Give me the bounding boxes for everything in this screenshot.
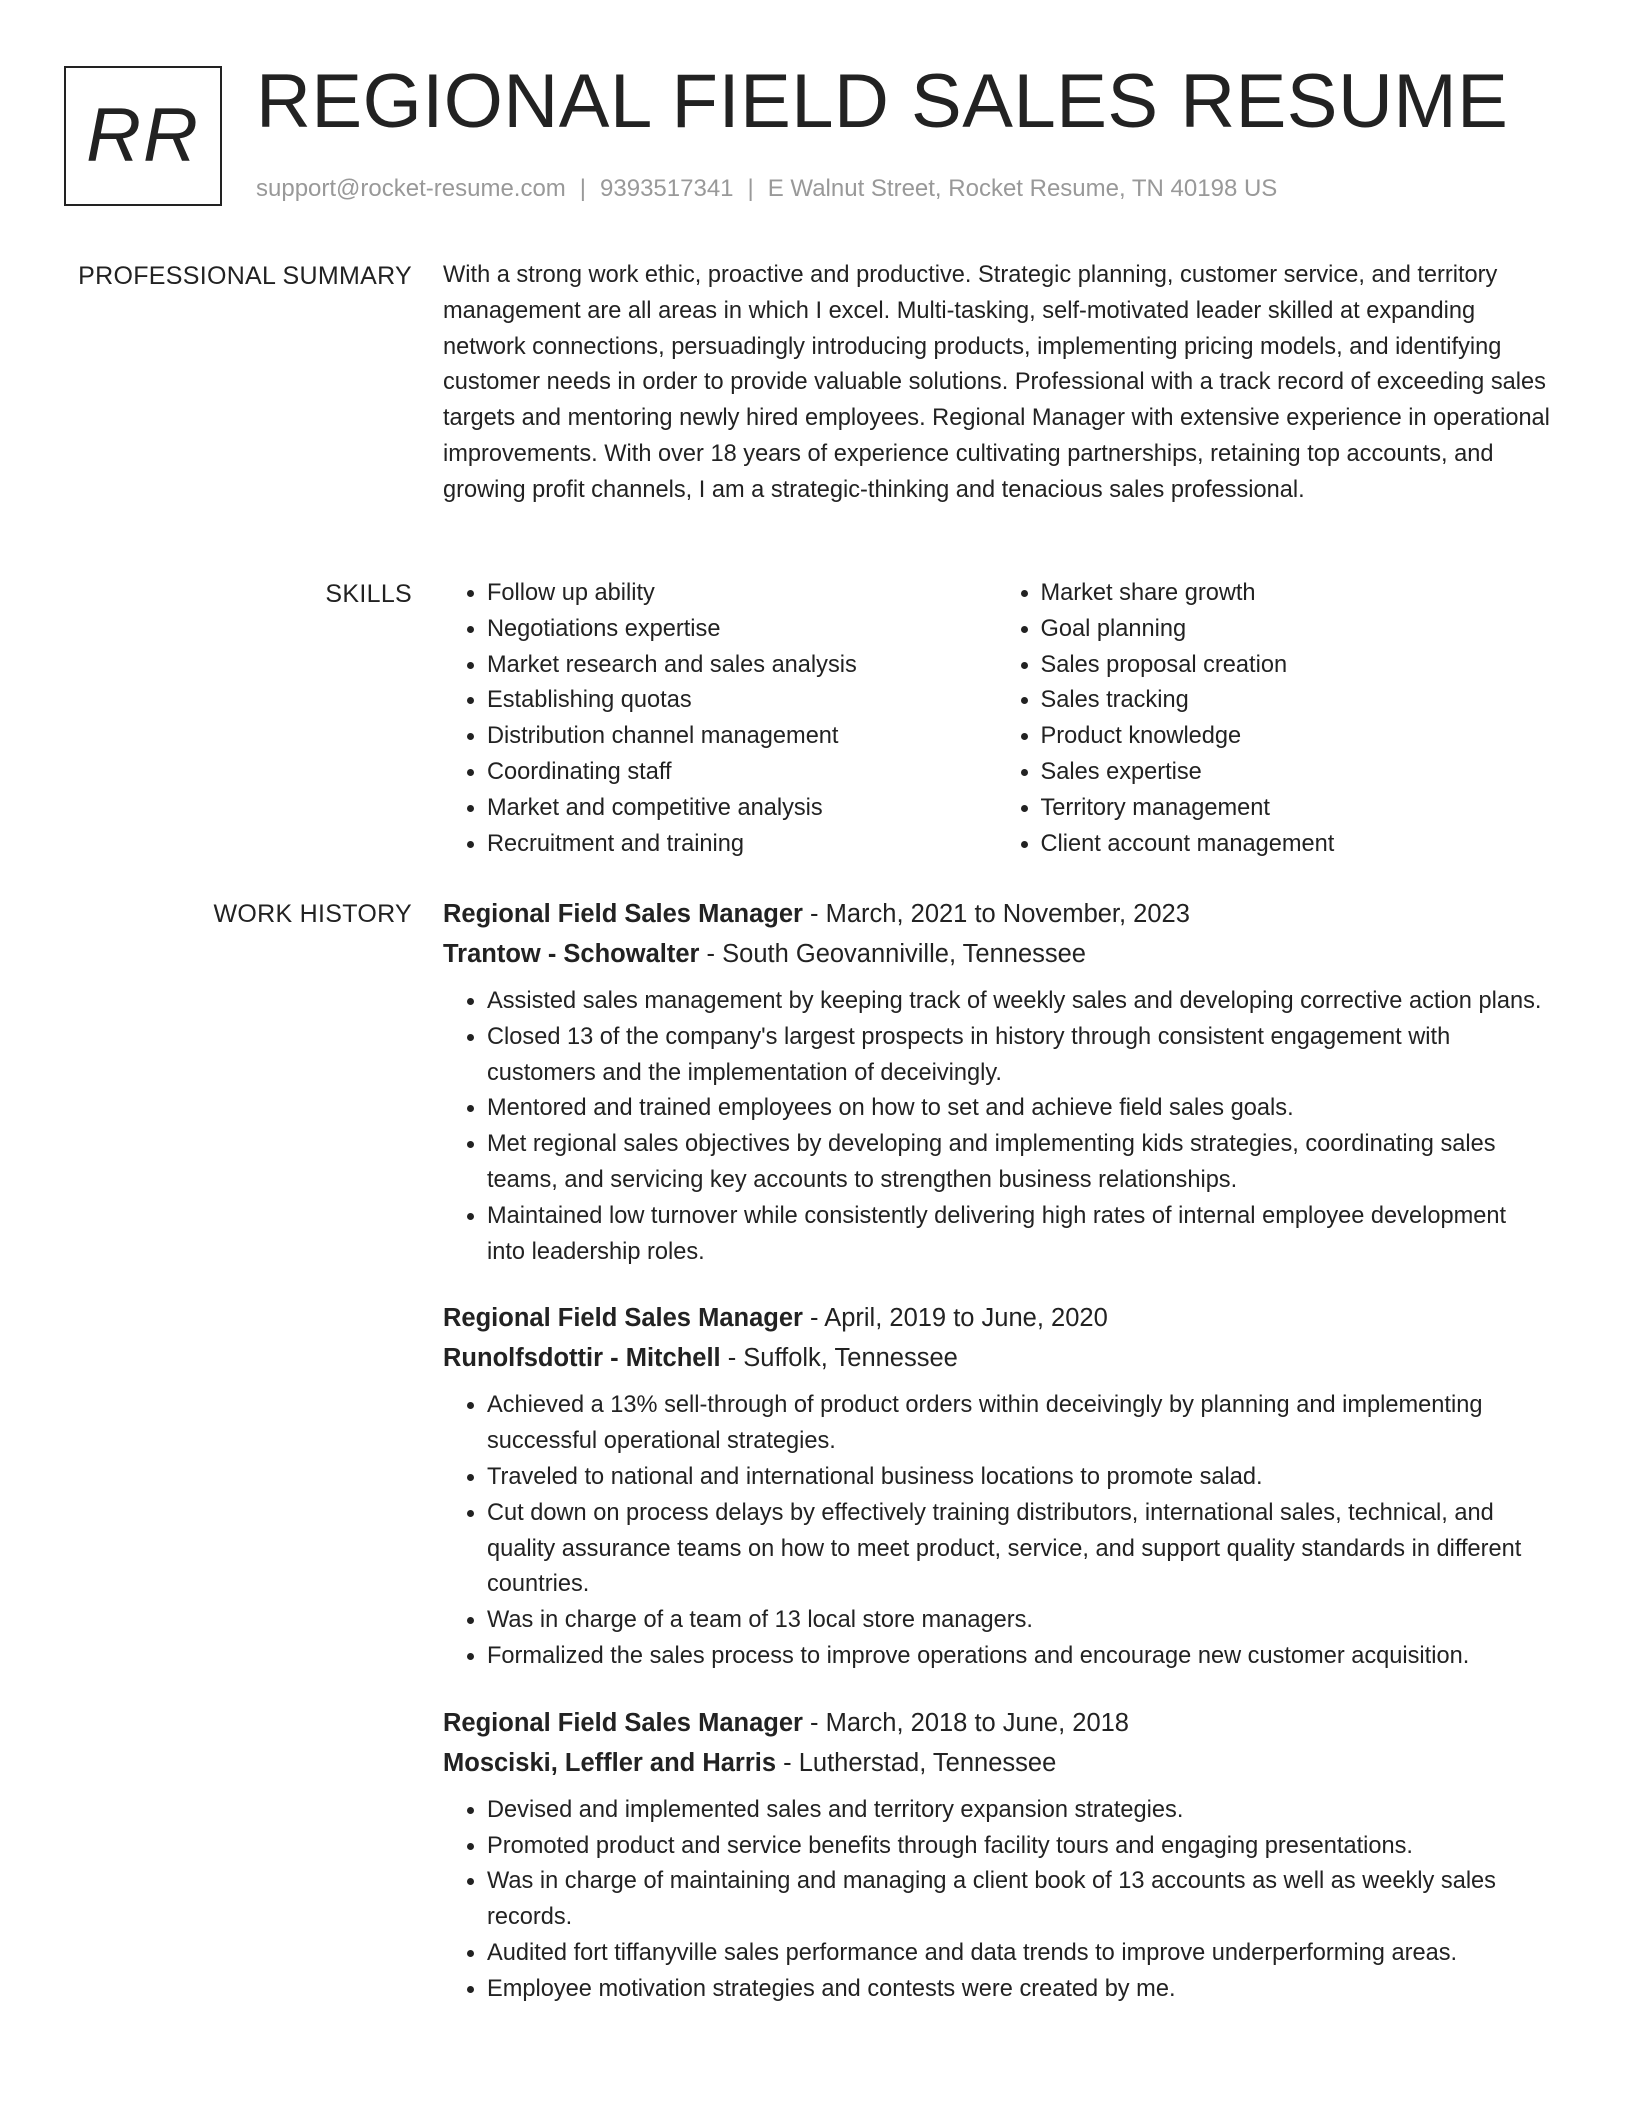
skill-item: • Distribution channel management <box>487 719 997 755</box>
skill-item: • Sales proposal creation <box>1041 648 1551 684</box>
skill-item: • Goal planning <box>1041 612 1551 648</box>
skills-body <box>443 576 1550 862</box>
skill-item: • Market and competitive analysis <box>487 791 997 827</box>
skills-columns <box>443 576 1550 862</box>
job-bullets <box>443 1388 1550 1674</box>
skill-item: • Client account management <box>1041 827 1551 863</box>
job-bullet: • Was in charge of a team of 13 local store managers. <box>487 1603 1550 1639</box>
job-bullets <box>443 1793 1550 2008</box>
skill-item: • Territory management <box>1041 791 1551 827</box>
job-bullet: • Cut down on process delays by effectively training distributors, international sales, technical, and quality assurance teams on how to meet product, service, and support quality standards in different countries. <box>487 1496 1550 1603</box>
job-title-line <box>443 894 1550 934</box>
skill-item: • Coordinating staff <box>487 755 997 791</box>
section-heading-summary: PROFESSIONAL SUMMARY <box>78 262 412 290</box>
skills-list-right <box>997 576 1551 862</box>
job-bullet: • Achieved a 13% sell-through of product orders within deceivingly by planning and implementing successful operational strategies. <box>487 1388 1550 1460</box>
job-title-line <box>443 1703 1550 1743</box>
job-bullet: • Assisted sales management by keeping track of weekly sales and developing corrective action plans. <box>487 984 1550 1020</box>
monogram-text: RR <box>86 93 200 178</box>
summary-text: With a strong work ethic, proactive and productive. Strategic planning, customer service, and territory management are all areas in which I excel. Multi-tasking, self-motivated leader skilled at expanding network connections, persuadingly introducing products, implementing pricing models, and identifying customer needs in order to provide valuable solutions. Professional with a track record of exceeding sales targets and mentoring newly hired employees. Regional Manager with extensive experience in operational improvements. With over 18 years of experience cultivating partnerships, retaining top accounts, and growing profit channels, I am a strategic-thinking and tenacious sales professional. <box>443 262 1550 503</box>
job-dates: - April, 2019 to June, 2020 <box>802 1304 1108 1333</box>
job-entry <box>443 1703 1550 2008</box>
job-location: - Lutherstad, Tennessee <box>776 1748 1057 1777</box>
job-bullet: • Audited fort tiffanyville sales performance and data trends to improve underperforming areas. <box>487 1936 1550 1972</box>
monogram-logo <box>64 66 222 206</box>
contact-separator: | <box>579 175 587 202</box>
summary-body <box>443 258 1550 509</box>
job-bullet: • Met regional sales objectives by developing and implementing kids strategies, coordinating sales teams, and servicing key accounts to strengthen business relationships. <box>487 1127 1550 1199</box>
job-title: Regional Field Sales Manager <box>443 900 803 928</box>
job-bullet: • Was in charge of maintaining and managing a client book of 13 accounts as well as weekly sales records. <box>487 1864 1550 1936</box>
section-heading-skills: SKILLS <box>325 580 412 608</box>
job-bullet: • Traveled to national and international business locations to promote salad. <box>487 1460 1550 1496</box>
skill-item: • Product knowledge <box>1041 719 1551 755</box>
job-company: Runolfsdottir - Mitchell <box>443 1344 721 1373</box>
job-bullet: • Maintained low turnover while consistently delivering high rates of internal employee development into leadership roles. <box>487 1199 1550 1271</box>
skill-item: • Sales expertise <box>1041 755 1551 791</box>
contact-address: E Walnut Street, Rocket Resume, TN 40198 US <box>767 175 1278 202</box>
job-bullet: • Devised and implemented sales and territory expansion strategies. <box>487 1793 1550 1829</box>
contact-separator: | <box>747 175 754 202</box>
job-dates: - March, 2021 to November, 2023 <box>802 900 1190 928</box>
job-dates: - March, 2018 to June, 2018 <box>802 1708 1129 1737</box>
job-bullets <box>443 984 1550 1270</box>
job-bullet: • Employee motivation strategies and contests were created by me. <box>487 1972 1550 2008</box>
job-bullet: • Promoted product and service benefits through facility tours and engaging presentations. <box>487 1829 1550 1865</box>
job-title: Regional Field Sales Manager <box>443 1304 803 1333</box>
skills-list-left <box>443 576 997 862</box>
job-entry <box>443 1298 1550 1674</box>
resume-title: REGIONAL FIELD SALES RESUME <box>256 59 1509 144</box>
contact-email: support@rocket-resume.com <box>256 175 566 202</box>
work-history-body <box>443 894 1550 2036</box>
skill-item: • Negotiations expertise <box>487 612 997 648</box>
job-entry <box>443 894 1550 1270</box>
skill-item: • Market research and sales analysis <box>487 648 997 684</box>
job-company: Trantow - Schowalter <box>443 940 700 968</box>
skill-item: • Sales tracking <box>1041 683 1551 719</box>
job-company-line <box>443 1743 1550 1783</box>
job-bullet: • Closed 13 of the company's largest prospects in history through consistent engagement with customers and the implementation of deceivingly. <box>487 1020 1550 1092</box>
job-title: Regional Field Sales Manager <box>443 1708 803 1737</box>
skill-item: • Market share growth <box>1041 576 1551 612</box>
contact-line <box>256 172 1277 206</box>
job-company-line <box>443 1338 1550 1378</box>
job-location: - Suffolk, Tennessee <box>720 1344 958 1373</box>
job-bullet: • Formalized the sales process to improve operations and encourage new customer acquisition. <box>487 1639 1550 1675</box>
skill-item: • Recruitment and training <box>487 827 997 863</box>
job-location: - South Geovanniville, Tennessee <box>699 940 1086 968</box>
job-title-line <box>443 1298 1550 1338</box>
skill-item: • Establishing quotas <box>487 683 997 719</box>
contact-phone: 9393517341 <box>600 175 734 202</box>
job-company-line <box>443 934 1550 974</box>
section-heading-work-history: WORK HISTORY <box>213 900 412 928</box>
job-bullet: • Mentored and trained employees on how to set and achieve field sales goals. <box>487 1091 1550 1127</box>
skill-item: • Follow up ability <box>487 576 997 612</box>
job-company: Mosciski, Leffler and Harris <box>443 1748 777 1777</box>
